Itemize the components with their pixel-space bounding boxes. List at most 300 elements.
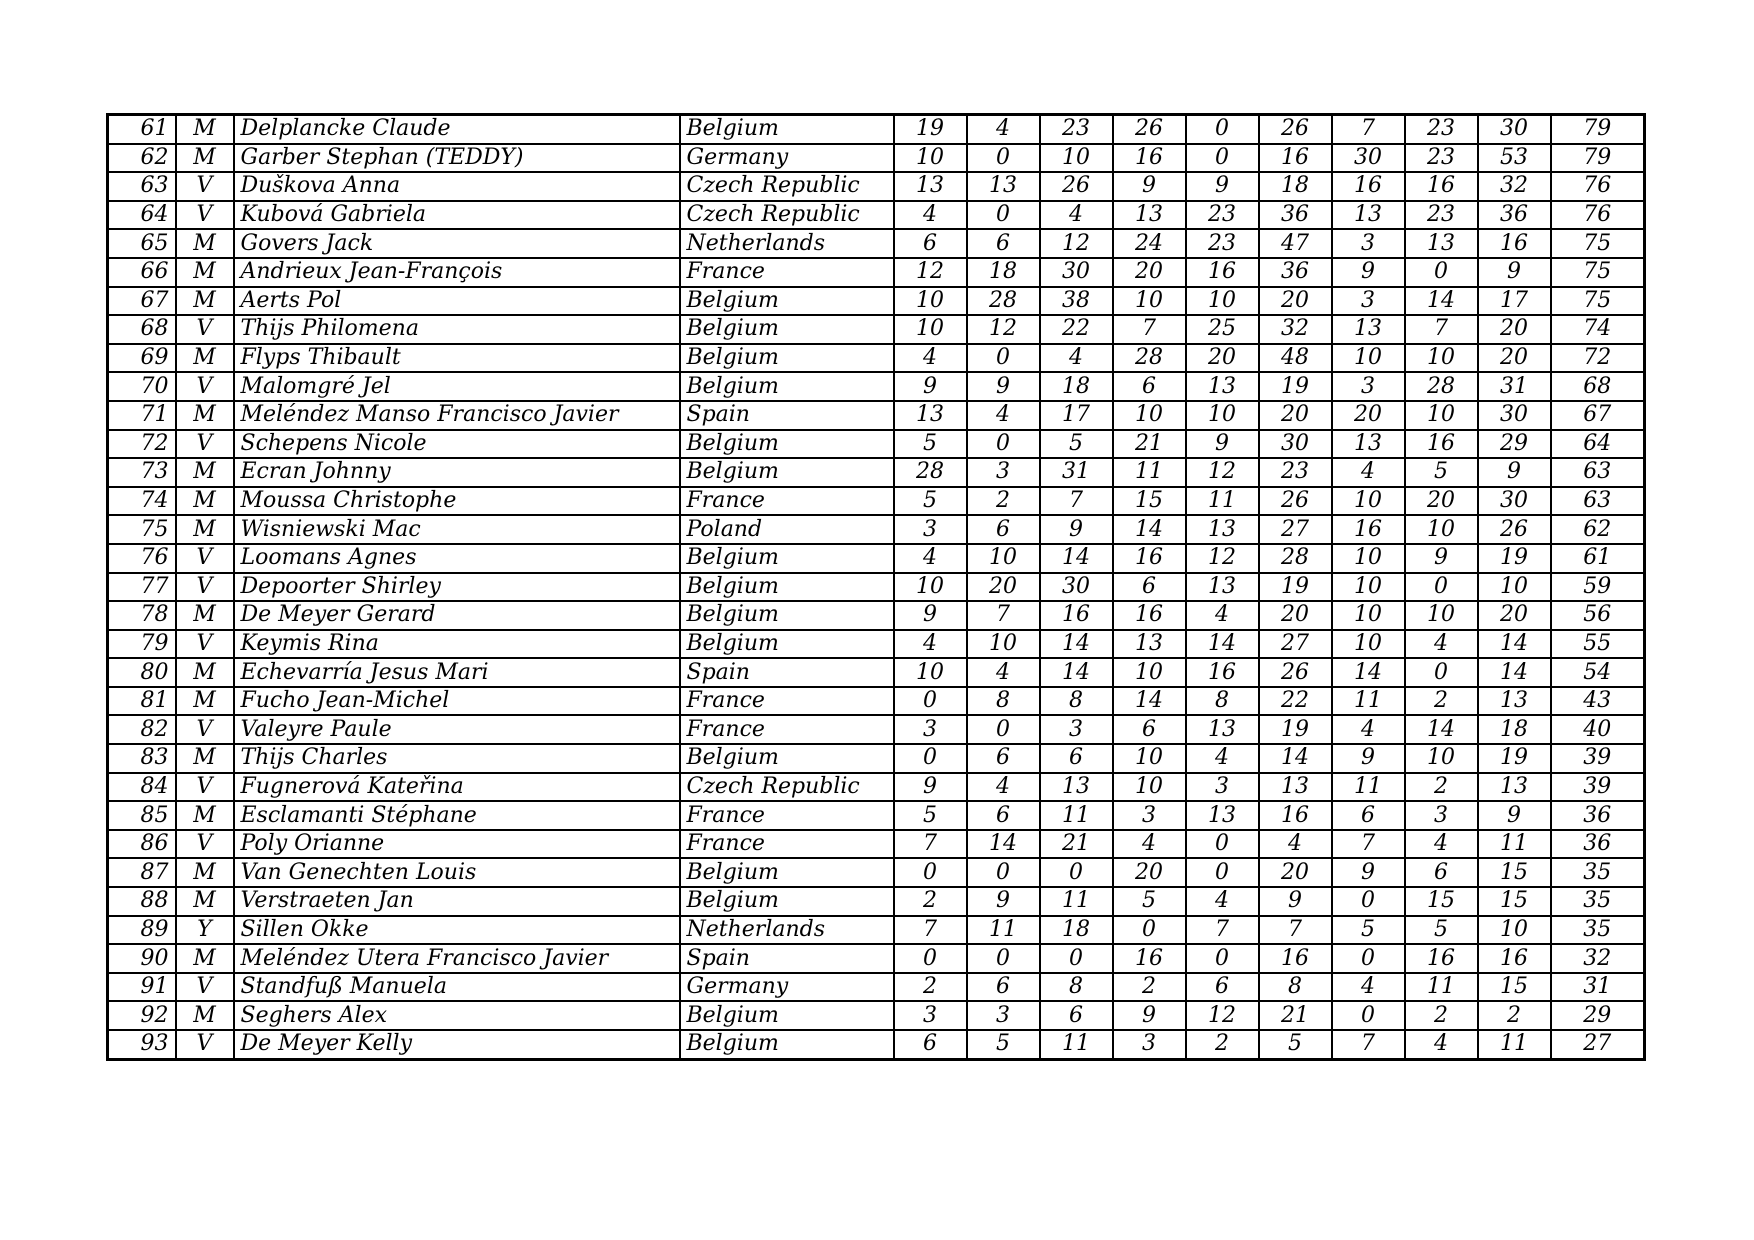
score-cell: 6 — [1113, 372, 1186, 401]
country-cell: Spain — [680, 401, 894, 430]
score-cell: 0 — [967, 144, 1040, 173]
score-cell: 20 — [1259, 601, 1332, 630]
score-cell: 10 — [894, 658, 967, 687]
score-cell: 4 — [894, 344, 967, 373]
rank-cell: 74 — [108, 487, 176, 516]
country-cell: Spain — [680, 944, 894, 973]
rank-cell: 67 — [108, 287, 176, 316]
table-row — [108, 1030, 1645, 1059]
name-cell: De Meyer Kelly — [234, 1030, 680, 1059]
table-row — [108, 601, 1645, 630]
category-cell: M — [176, 744, 234, 773]
country-cell: Netherlands — [680, 916, 894, 945]
total-cell: 35 — [1551, 858, 1645, 887]
rank-cell: 63 — [108, 172, 176, 201]
rank-cell: 88 — [108, 887, 176, 916]
category-cell: M — [176, 401, 234, 430]
rank-cell: 77 — [108, 573, 176, 602]
score-cell: 2 — [1113, 973, 1186, 1002]
score-cell: 7 — [1186, 916, 1259, 945]
score-cell: 22 — [1259, 687, 1332, 716]
score-cell: 10 — [1405, 344, 1478, 373]
score-cell: 26 — [1113, 115, 1186, 144]
name-cell: Depoorter Shirley — [234, 573, 680, 602]
score-cell: 9 — [894, 601, 967, 630]
score-cell: 0 — [1332, 887, 1405, 916]
table-row — [108, 573, 1645, 602]
score-cell: 2 — [894, 887, 967, 916]
score-cell: 9 — [967, 372, 1040, 401]
rank-cell: 65 — [108, 229, 176, 258]
country-cell: Belgium — [680, 287, 894, 316]
score-cell: 3 — [1186, 773, 1259, 802]
table-row — [108, 858, 1645, 887]
total-cell: 36 — [1551, 830, 1645, 859]
category-cell: M — [176, 687, 234, 716]
score-cell: 26 — [1259, 115, 1332, 144]
score-cell: 9 — [967, 887, 1040, 916]
score-cell: 7 — [1332, 1030, 1405, 1059]
score-cell: 9 — [894, 372, 967, 401]
score-cell: 0 — [894, 858, 967, 887]
score-cell: 15 — [1478, 973, 1551, 1002]
name-cell: Fugnerová Kateřina — [234, 773, 680, 802]
rank-cell: 75 — [108, 515, 176, 544]
score-cell: 22 — [1040, 315, 1113, 344]
total-cell: 76 — [1551, 201, 1645, 230]
score-cell: 9 — [1186, 430, 1259, 459]
score-cell: 17 — [1040, 401, 1113, 430]
score-cell: 10 — [967, 544, 1040, 573]
total-cell: 76 — [1551, 172, 1645, 201]
country-cell: Belgium — [680, 601, 894, 630]
score-cell: 6 — [967, 744, 1040, 773]
score-cell: 10 — [967, 630, 1040, 659]
category-cell: V — [176, 630, 234, 659]
name-cell: Esclamanti Stéphane — [234, 801, 680, 830]
score-cell: 10 — [1040, 144, 1113, 173]
name-cell: Govers Jack — [234, 229, 680, 258]
name-cell: Delplancke Claude — [234, 115, 680, 144]
score-cell: 16 — [1113, 601, 1186, 630]
score-cell: 20 — [1259, 287, 1332, 316]
table-row — [108, 830, 1645, 859]
score-cell: 6 — [1040, 744, 1113, 773]
score-cell: 0 — [967, 715, 1040, 744]
score-cell: 20 — [1113, 858, 1186, 887]
rank-cell: 71 — [108, 401, 176, 430]
score-cell: 4 — [967, 773, 1040, 802]
score-cell: 28 — [967, 287, 1040, 316]
category-cell: M — [176, 601, 234, 630]
score-cell: 53 — [1478, 144, 1551, 173]
score-cell: 16 — [1113, 944, 1186, 973]
score-cell: 28 — [1405, 372, 1478, 401]
total-cell: 67 — [1551, 401, 1645, 430]
score-cell: 12 — [967, 315, 1040, 344]
country-cell: Belgium — [680, 887, 894, 916]
score-cell: 7 — [1259, 916, 1332, 945]
total-cell: 79 — [1551, 144, 1645, 173]
country-cell: France — [680, 487, 894, 516]
score-cell: 19 — [1259, 715, 1332, 744]
score-cell: 4 — [967, 115, 1040, 144]
category-cell: M — [176, 658, 234, 687]
score-cell: 8 — [1259, 973, 1332, 1002]
name-cell: Flyps Thibault — [234, 344, 680, 373]
rank-cell: 78 — [108, 601, 176, 630]
score-cell: 31 — [1478, 372, 1551, 401]
rank-cell: 92 — [108, 1001, 176, 1030]
score-cell: 16 — [1405, 944, 1478, 973]
score-cell: 20 — [1186, 344, 1259, 373]
country-cell: Belgium — [680, 630, 894, 659]
score-cell: 14 — [1040, 630, 1113, 659]
total-cell: 39 — [1551, 773, 1645, 802]
score-cell: 5 — [1040, 430, 1113, 459]
score-cell: 9 — [894, 773, 967, 802]
rank-cell: 61 — [108, 115, 176, 144]
category-cell: M — [176, 258, 234, 287]
score-cell: 11 — [1478, 1030, 1551, 1059]
score-cell: 26 — [1259, 658, 1332, 687]
score-cell: 9 — [1478, 801, 1551, 830]
score-cell: 9 — [1478, 458, 1551, 487]
rank-cell: 68 — [108, 315, 176, 344]
score-cell: 11 — [1040, 887, 1113, 916]
rank-cell: 66 — [108, 258, 176, 287]
total-cell: 75 — [1551, 287, 1645, 316]
score-cell: 10 — [1405, 515, 1478, 544]
rank-cell: 79 — [108, 630, 176, 659]
name-cell: Thijs Charles — [234, 744, 680, 773]
score-cell: 6 — [1405, 858, 1478, 887]
score-cell: 4 — [1186, 744, 1259, 773]
score-cell: 11 — [967, 916, 1040, 945]
score-cell: 4 — [967, 401, 1040, 430]
score-cell: 23 — [1405, 144, 1478, 173]
score-cell: 0 — [1186, 144, 1259, 173]
country-cell: Germany — [680, 973, 894, 1002]
score-cell: 14 — [1113, 687, 1186, 716]
score-cell: 7 — [1332, 115, 1405, 144]
score-cell: 11 — [1040, 801, 1113, 830]
table-row — [108, 687, 1645, 716]
table-row — [108, 229, 1645, 258]
table-row — [108, 430, 1645, 459]
table-row — [108, 372, 1645, 401]
score-cell: 20 — [1405, 487, 1478, 516]
country-cell: Netherlands — [680, 229, 894, 258]
score-cell: 30 — [1478, 115, 1551, 144]
country-cell: Belgium — [680, 744, 894, 773]
total-cell: 75 — [1551, 258, 1645, 287]
score-cell: 2 — [1405, 1001, 1478, 1030]
score-cell: 26 — [1478, 515, 1551, 544]
score-cell: 11 — [1478, 830, 1551, 859]
table-row — [108, 973, 1645, 1002]
rank-cell: 86 — [108, 830, 176, 859]
score-cell: 10 — [1113, 401, 1186, 430]
score-cell: 25 — [1186, 315, 1259, 344]
score-cell: 16 — [1332, 515, 1405, 544]
score-cell: 13 — [1186, 715, 1259, 744]
score-cell: 13 — [1186, 573, 1259, 602]
table-row — [108, 201, 1645, 230]
score-cell: 13 — [1186, 515, 1259, 544]
score-cell: 13 — [1113, 630, 1186, 659]
score-cell: 4 — [967, 658, 1040, 687]
score-cell: 3 — [1040, 715, 1113, 744]
score-cell: 16 — [1259, 801, 1332, 830]
score-cell: 5 — [1332, 916, 1405, 945]
score-cell: 3 — [967, 458, 1040, 487]
country-cell: Belgium — [680, 1001, 894, 1030]
score-cell: 27 — [1259, 630, 1332, 659]
score-cell: 3 — [894, 515, 967, 544]
score-cell: 8 — [967, 687, 1040, 716]
total-cell: 56 — [1551, 601, 1645, 630]
score-cell: 9 — [1332, 744, 1405, 773]
score-cell: 14 — [1478, 630, 1551, 659]
score-cell: 14 — [1332, 658, 1405, 687]
score-cell: 30 — [1478, 401, 1551, 430]
score-cell: 7 — [1113, 315, 1186, 344]
score-cell: 0 — [967, 201, 1040, 230]
score-cell: 20 — [1478, 344, 1551, 373]
country-cell: Belgium — [680, 858, 894, 887]
score-cell: 12 — [1186, 458, 1259, 487]
name-cell: Andrieux Jean-François — [234, 258, 680, 287]
total-cell: 32 — [1551, 944, 1645, 973]
total-cell: 63 — [1551, 458, 1645, 487]
category-cell: Y — [176, 916, 234, 945]
category-cell: V — [176, 430, 234, 459]
score-cell: 23 — [1040, 115, 1113, 144]
table-row — [108, 1001, 1645, 1030]
category-cell: V — [176, 372, 234, 401]
score-cell: 9 — [1186, 172, 1259, 201]
category-cell: M — [176, 858, 234, 887]
score-cell: 5 — [1259, 1030, 1332, 1059]
score-cell: 10 — [1113, 658, 1186, 687]
score-cell: 13 — [1186, 801, 1259, 830]
category-cell: V — [176, 573, 234, 602]
score-cell: 13 — [1478, 687, 1551, 716]
score-cell: 16 — [1259, 144, 1332, 173]
score-cell: 13 — [1478, 773, 1551, 802]
score-cell: 9 — [1040, 515, 1113, 544]
score-cell: 10 — [894, 573, 967, 602]
name-cell: Seghers Alex — [234, 1001, 680, 1030]
score-cell: 23 — [1405, 201, 1478, 230]
total-cell: 43 — [1551, 687, 1645, 716]
score-cell: 28 — [1113, 344, 1186, 373]
score-cell: 6 — [1113, 573, 1186, 602]
score-cell: 10 — [1405, 744, 1478, 773]
country-cell: France — [680, 801, 894, 830]
score-cell: 0 — [1405, 658, 1478, 687]
category-cell: V — [176, 830, 234, 859]
score-cell: 48 — [1259, 344, 1332, 373]
score-cell: 4 — [1405, 1030, 1478, 1059]
score-cell: 21 — [1113, 430, 1186, 459]
total-cell: 59 — [1551, 573, 1645, 602]
score-cell: 11 — [1332, 687, 1405, 716]
score-cell: 4 — [1040, 201, 1113, 230]
table-row — [108, 773, 1645, 802]
score-cell: 19 — [1259, 573, 1332, 602]
score-cell: 36 — [1259, 258, 1332, 287]
category-cell: M — [176, 344, 234, 373]
score-cell: 13 — [1332, 430, 1405, 459]
score-cell: 13 — [1186, 372, 1259, 401]
country-cell: Spain — [680, 658, 894, 687]
rank-cell: 82 — [108, 715, 176, 744]
rank-cell: 80 — [108, 658, 176, 687]
total-cell: 75 — [1551, 229, 1645, 258]
score-cell: 4 — [894, 630, 967, 659]
name-cell: Loomans Agnes — [234, 544, 680, 573]
score-cell: 15 — [1113, 487, 1186, 516]
rank-cell: 85 — [108, 801, 176, 830]
score-cell: 19 — [894, 115, 967, 144]
category-cell: M — [176, 487, 234, 516]
score-cell: 16 — [1113, 544, 1186, 573]
score-cell: 4 — [1405, 830, 1478, 859]
total-cell: 35 — [1551, 916, 1645, 945]
country-cell: Poland — [680, 515, 894, 544]
score-cell: 6 — [894, 1030, 967, 1059]
rank-cell: 76 — [108, 544, 176, 573]
total-cell: 64 — [1551, 430, 1645, 459]
country-cell: France — [680, 715, 894, 744]
score-cell: 13 — [894, 172, 967, 201]
name-cell: Van Genechten Louis — [234, 858, 680, 887]
score-cell: 6 — [1040, 1001, 1113, 1030]
category-cell: V — [176, 172, 234, 201]
score-cell: 9 — [1332, 858, 1405, 887]
results-table — [106, 113, 1646, 1061]
category-cell: M — [176, 944, 234, 973]
score-cell: 10 — [1405, 401, 1478, 430]
table-row — [108, 916, 1645, 945]
table-row — [108, 887, 1645, 916]
score-cell: 27 — [1259, 515, 1332, 544]
score-cell: 0 — [894, 944, 967, 973]
total-cell: 72 — [1551, 344, 1645, 373]
score-cell: 28 — [894, 458, 967, 487]
category-cell: V — [176, 201, 234, 230]
category-cell: M — [176, 887, 234, 916]
score-cell: 8 — [1040, 687, 1113, 716]
name-cell: Kubová Gabriela — [234, 201, 680, 230]
total-cell: 40 — [1551, 715, 1645, 744]
score-cell: 0 — [1040, 944, 1113, 973]
rank-cell: 73 — [108, 458, 176, 487]
score-cell: 3 — [894, 1001, 967, 1030]
score-cell: 9 — [1478, 258, 1551, 287]
country-cell: Czech Republic — [680, 773, 894, 802]
score-cell: 0 — [967, 430, 1040, 459]
score-cell: 0 — [967, 344, 1040, 373]
rank-cell: 90 — [108, 944, 176, 973]
score-cell: 15 — [1478, 858, 1551, 887]
table-row — [108, 344, 1645, 373]
score-cell: 10 — [894, 287, 967, 316]
rank-cell: 62 — [108, 144, 176, 173]
score-cell: 5 — [967, 1030, 1040, 1059]
name-cell: Verstraeten Jan — [234, 887, 680, 916]
score-cell: 7 — [894, 830, 967, 859]
score-cell: 16 — [1113, 144, 1186, 173]
score-cell: 13 — [1040, 773, 1113, 802]
table-row — [108, 515, 1645, 544]
total-cell: 62 — [1551, 515, 1645, 544]
score-cell: 16 — [1332, 172, 1405, 201]
score-cell: 26 — [1259, 487, 1332, 516]
table-row — [108, 115, 1645, 144]
score-cell: 10 — [1332, 573, 1405, 602]
score-cell: 4 — [894, 201, 967, 230]
score-cell: 5 — [1405, 916, 1478, 945]
score-cell: 20 — [1478, 601, 1551, 630]
name-cell: Valeyre Paule — [234, 715, 680, 744]
name-cell: Standfuß Manuela — [234, 973, 680, 1002]
total-cell: 36 — [1551, 801, 1645, 830]
score-cell: 6 — [967, 515, 1040, 544]
rank-cell: 87 — [108, 858, 176, 887]
name-cell: Meléndez Utera Francisco Javier — [234, 944, 680, 973]
rank-cell: 93 — [108, 1030, 176, 1059]
total-cell: 35 — [1551, 887, 1645, 916]
score-cell: 32 — [1259, 315, 1332, 344]
score-cell: 4 — [1113, 830, 1186, 859]
category-cell: V — [176, 773, 234, 802]
score-cell: 5 — [1113, 887, 1186, 916]
score-cell: 7 — [1405, 315, 1478, 344]
category-cell: M — [176, 287, 234, 316]
score-cell: 12 — [1186, 544, 1259, 573]
score-cell: 10 — [1405, 601, 1478, 630]
rank-cell: 83 — [108, 744, 176, 773]
name-cell: Wisniewski Mac — [234, 515, 680, 544]
score-cell: 6 — [1332, 801, 1405, 830]
rank-cell: 89 — [108, 916, 176, 945]
score-cell: 31 — [1040, 458, 1113, 487]
score-cell: 11 — [1040, 1030, 1113, 1059]
table-row — [108, 144, 1645, 173]
score-cell: 14 — [967, 830, 1040, 859]
score-cell: 10 — [894, 315, 967, 344]
score-cell: 19 — [1478, 744, 1551, 773]
total-cell: 29 — [1551, 1001, 1645, 1030]
table-row — [108, 315, 1645, 344]
score-cell: 19 — [1478, 544, 1551, 573]
score-cell: 6 — [967, 229, 1040, 258]
score-cell: 15 — [1405, 887, 1478, 916]
rank-cell: 84 — [108, 773, 176, 802]
name-cell: Thijs Philomena — [234, 315, 680, 344]
score-cell: 16 — [1478, 229, 1551, 258]
country-cell: Belgium — [680, 315, 894, 344]
category-cell: M — [176, 515, 234, 544]
name-cell: Meléndez Manso Francisco Javier — [234, 401, 680, 430]
score-cell: 6 — [1186, 973, 1259, 1002]
name-cell: Sillen Okke — [234, 916, 680, 945]
score-cell: 10 — [1332, 487, 1405, 516]
score-cell: 26 — [1040, 172, 1113, 201]
